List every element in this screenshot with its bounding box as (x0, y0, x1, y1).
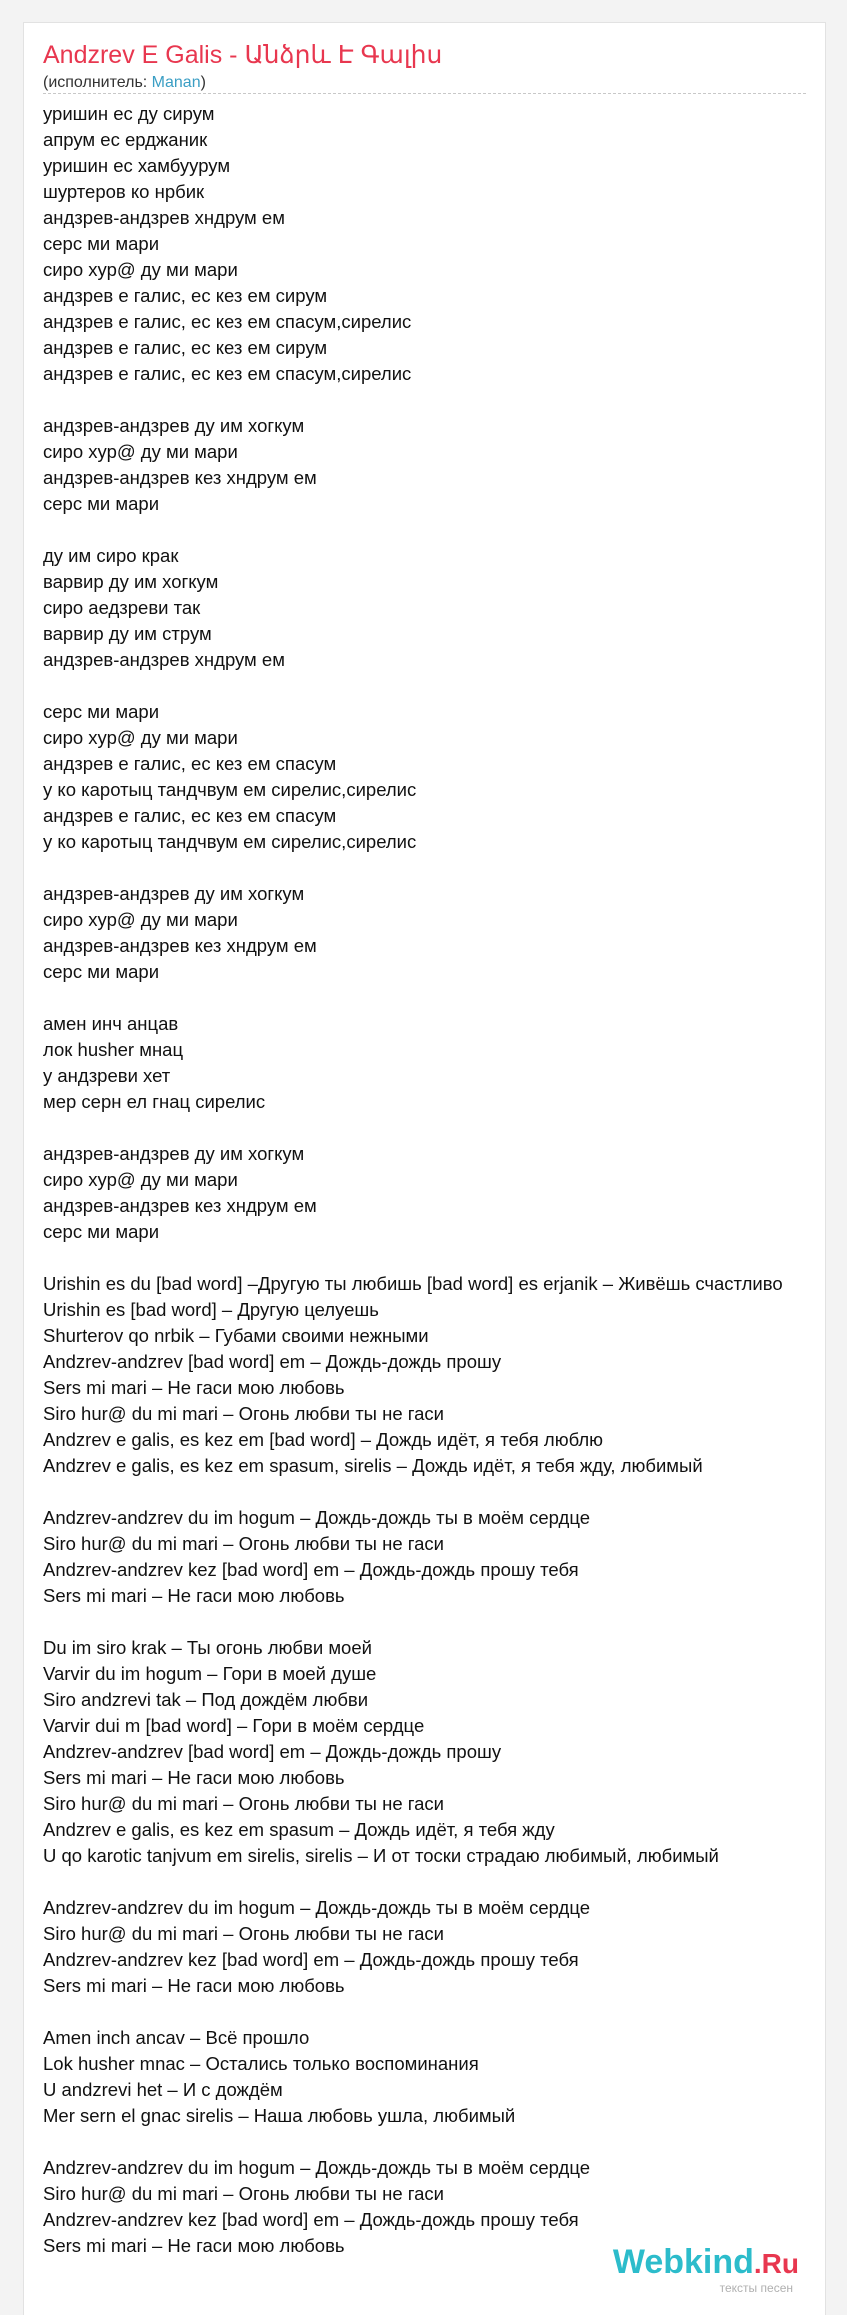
lyric-line: андзрев-андзрев кез хндрум ем (43, 1195, 317, 1216)
lyric-line: U qo karotic tanjvum em sirelis, sirelis – И от тоски страдаю любимый, любимый (43, 1845, 719, 1866)
stanza-break (43, 673, 826, 699)
logo-main-text: Webkind (612, 2243, 754, 2281)
lyrics-card (23, 22, 826, 2315)
lyric-line: Andzrev e galis, es kez em [bad word] – Дождь идёт, я тебя люблю (43, 1429, 604, 1450)
lyric-line: Andzrev-andzrev kez [bad word] em – Дождь-дождь прошу тебя (43, 2209, 579, 2230)
lyric-line: у андзреви хет (43, 1065, 171, 1086)
logo-tagline: тексты песен (719, 2281, 793, 2295)
lyric-line: Du im siro krak – Ты огонь любви моей (43, 1637, 372, 1658)
lyric-line: Andzrev-andzrev du im hogum – Дождь-дождь ты в моём сердце (43, 2157, 591, 2178)
lyric-line: андзрев-андзрев хндрум ем (43, 649, 285, 670)
site-logo[interactable] (613, 2245, 799, 2295)
stanza-break (43, 1245, 826, 1271)
artist-line (43, 73, 206, 93)
lyric-line: U andzrevi het – И с дождём (43, 2079, 283, 2100)
lyric-line: уришин ес хамбуурум (43, 155, 231, 176)
artist-link[interactable]: Manan (151, 74, 201, 91)
lyric-line: варвир ду им струм (43, 623, 212, 644)
lyric-line: Amen inch ancav – Всё прошло (43, 2027, 310, 2048)
stanza-break (43, 1999, 826, 2025)
lyric-line: андзрев е галис, ес кез ем спасум,сирелис (43, 363, 412, 384)
lyrics-text (43, 101, 826, 2259)
stanza-break (43, 517, 826, 543)
lyric-line: лок husher мнац (43, 1039, 184, 1060)
lyric-line: серс ми мари (43, 961, 160, 982)
lyric-line: амен инч анцав (43, 1013, 179, 1034)
stanza-break (43, 855, 826, 881)
lyric-line: сиро хур@ ду ми мари (43, 441, 238, 462)
lyric-line: Sers mi mari – Не гаси мою любовь (43, 1767, 345, 1788)
lyric-line: Siro andzrevi tak – Под дождём любви (43, 1689, 369, 1710)
lyric-line: шуртеров ко нрбик (43, 181, 205, 202)
lyric-line: Varvir dui m [bad word] – Гори в моём сердце (43, 1715, 425, 1736)
lyric-line: Lok husher mnac – Остались только воспоминания (43, 2053, 479, 2074)
artist-prefix: (исполнитель: (43, 74, 152, 91)
lyric-line: серс ми мари (43, 493, 160, 514)
lyric-line: андзрев-андзрев кез хндрум ем (43, 467, 317, 488)
lyric-line: у ко каротыц тандчвум ем сирелис,сирелис (43, 779, 417, 800)
lyric-line: сиро хур@ ду ми мари (43, 909, 238, 930)
lyric-line: Andzrev-andzrev [bad word] em – Дождь-дождь прошу (43, 1741, 502, 1762)
lyric-line: Urishin es du [bad word] –Другую ты любишь [bad word] es erjanik – Живёшь счастливо (43, 1273, 783, 1294)
lyric-line: Siro hur@ du mi mari – Огонь любви ты не гаси (43, 1533, 444, 1554)
lyric-line: Andzrev-andzrev kez [bad word] em – Дождь-дождь прошу тебя (43, 1949, 579, 1970)
lyric-line: сиро хур@ ду ми мари (43, 727, 238, 748)
stanza-break (43, 1609, 826, 1635)
lyric-line: Andzrev-andzrev du im hogum – Дождь-дождь ты в моём сердце (43, 1897, 591, 1918)
lyric-line: Sers mi mari – Не гаси мою любовь (43, 1975, 345, 1996)
logo-tld-text: .Ru (753, 2248, 799, 2279)
lyric-line: сиро хур@ ду ми мари (43, 1169, 238, 1190)
lyric-line: андзрев-андзрев ду им хогкум (43, 883, 305, 904)
lyric-line: мер серн ел гнац сирелис (43, 1091, 266, 1112)
lyric-line: Andzrev-andzrev [bad word] em – Дождь-дождь прошу (43, 1351, 502, 1372)
stanza-break (43, 387, 826, 413)
lyric-line: сиро хур@ ду ми мари (43, 259, 238, 280)
lyric-line: Andzrev e galis, es kez em spasum, sirelis – Дождь идёт, я тебя жду, любимый (43, 1455, 703, 1476)
stanza-break (43, 985, 826, 1011)
lyric-line: Shurterov qo nrbik – Губами своими нежными (43, 1325, 429, 1346)
lyric-line: андзрев-андзрев кез хндрум ем (43, 935, 317, 956)
lyric-line: Varvir du im hogum – Гори в моей душе (43, 1663, 377, 1684)
lyric-line: Sers mi mari – Не гаси мою любовь (43, 1585, 345, 1606)
lyric-line: Urishin es [bad word] – Другую целуешь (43, 1299, 379, 1320)
lyric-line: Andzrev e galis, es kez em spasum – Дождь идёт, я тебя жду (43, 1819, 555, 1840)
lyric-line: серс ми мари (43, 1221, 160, 1242)
lyric-line: Siro hur@ du mi mari – Огонь любви ты не гаси (43, 1923, 444, 1944)
lyric-line: серс ми мари (43, 701, 160, 722)
lyric-line: Sers mi mari – Не гаси мою любовь (43, 1377, 345, 1398)
stanza-break (43, 1115, 826, 1141)
lyric-line: Andzrev-andzrev kez [bad word] em – Дождь-дождь прошу тебя (43, 1559, 579, 1580)
lyric-line: ду им сиро крак (43, 545, 179, 566)
lyric-line: андзрев е галис, ес кез ем сирум (43, 285, 328, 306)
lyric-line: андзрев е галис, ес кез ем сирум (43, 337, 328, 358)
lyric-line: апрум ес ерджаник (43, 129, 208, 150)
lyric-line: Siro hur@ du mi mari – Огонь любви ты не гаси (43, 1793, 444, 1814)
lyric-line: варвир ду им хогкум (43, 571, 219, 592)
artist-suffix: ) (200, 74, 206, 91)
lyric-line: андзрев-андзрев ду им хогкум (43, 415, 305, 436)
lyric-line: андзрев-андзрев хндрум ем (43, 207, 285, 228)
lyric-line: у ко каротыц тандчвум ем сирелис,сирелис (43, 831, 417, 852)
lyric-line: серс ми мари (43, 233, 160, 254)
lyric-line: Mer sern el gnac sirelis – Наша любовь ушла, любимый (43, 2105, 516, 2126)
lyric-line: Sers mi mari – Не гаси мою любовь (43, 2235, 345, 2256)
header-divider (43, 93, 806, 94)
stanza-break (43, 1869, 826, 1895)
stanza-break (43, 1479, 826, 1505)
lyric-line: Siro hur@ du mi mari – Огонь любви ты не гаси (43, 1403, 444, 1424)
lyric-line: сиро аедзреви так (43, 597, 201, 618)
lyric-line: андзрев е галис, ес кез ем спасум (43, 805, 337, 826)
lyric-line: уришин ес ду сирум (43, 103, 215, 124)
lyric-line: Andzrev-andzrev du im hogum – Дождь-дождь ты в моём сердце (43, 1507, 591, 1528)
lyric-line: андзрев-андзрев ду им хогкум (43, 1143, 305, 1164)
song-title: Andzrev E Galis - Անձրև Է Գալիս (43, 41, 443, 69)
lyric-line: андзрев е галис, ес кез ем спасум,сирелис (43, 311, 412, 332)
lyric-line: андзрев е галис, ес кез ем спасум (43, 753, 337, 774)
stanza-break (43, 2129, 826, 2155)
logo-wordmark (613, 2245, 799, 2281)
lyric-line: Siro hur@ du mi mari – Огонь любви ты не гаси (43, 2183, 444, 2204)
